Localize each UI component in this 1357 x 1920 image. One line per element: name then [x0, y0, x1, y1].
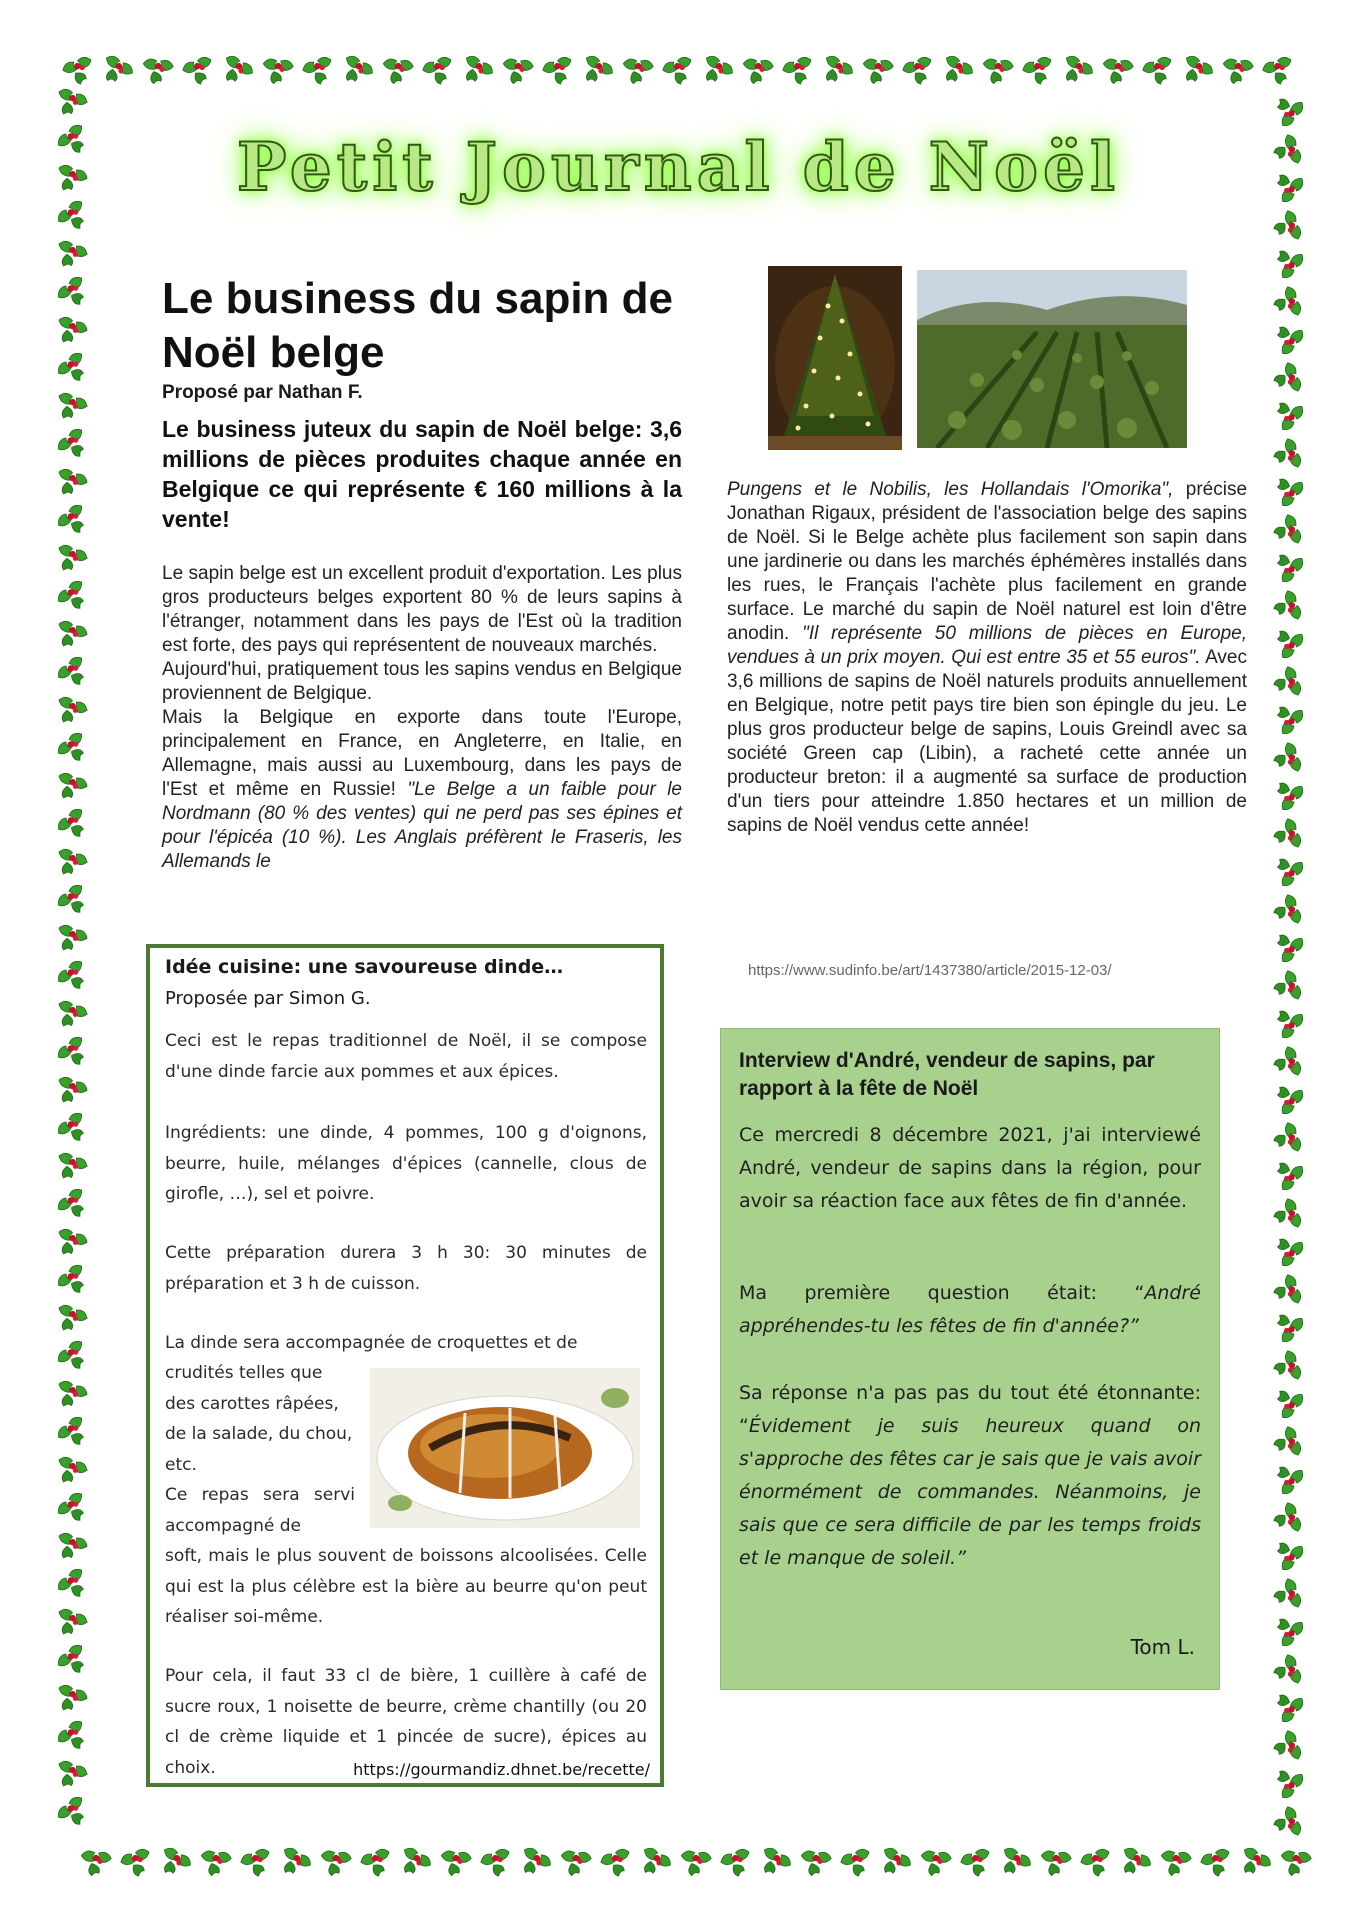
cuisine-paragraph: Ce repas sera servi accompagné de: [165, 1485, 355, 1536]
cuisine-box: [146, 944, 664, 1787]
holly-icon: [55, 958, 94, 996]
holly-icon: [440, 1850, 472, 1877]
holly-icon: [55, 274, 94, 312]
holly-icon: [515, 1845, 553, 1881]
holly-icon: [52, 1227, 89, 1260]
holly-icon: [1268, 850, 1306, 889]
holly-icon: [52, 543, 89, 576]
interview-paragraph: Ce mercredi 8 décembre 2021, j'ai interviewé André, vendeur de sapins dans la région, pour avoir sa réaction face aux fêtes de fin d'année.: [739, 1124, 1201, 1212]
holly-icon: [560, 1850, 592, 1877]
holly-icon: [55, 730, 94, 768]
holly-icon: [52, 1683, 89, 1716]
holly-icon: [52, 1759, 89, 1792]
holly-icon: [55, 1490, 94, 1528]
holly-icon: [1268, 622, 1306, 661]
tree-plantation-photo: [917, 270, 1187, 448]
holly-icon: [55, 1110, 94, 1148]
interview-answer: Sa réponse n'a pas pas du tout été étonnante: “Évidement je suis heureux quand on s'approche des fêtes car je sais que je vais avoir énormément de commandes. Néanmoins, je sais que ce sera difficile de par les temps froids et le manque de soleil.”: [739, 1382, 1201, 1569]
holly-icon: [1270, 1653, 1303, 1690]
article-paragraph: Avec 3,6 millions de sapins de Noël naturels produits annuellement en Belgique, notre petit pays tire bien son épingle du jeu. Le plus gros producteur belge de sapins, Louis Greindl avec sa société Green cap (Libin), a racheté cette année un producteur breton: il a augmenté sa surface de production d'un tiers pour atteindre 1.850 hectares et un million de sapins de Noël vendus cette année!: [727, 647, 1247, 836]
cuisine-title: Idée cuisine: une savoureuse dinde…: [165, 956, 564, 978]
holly-icon: [1270, 1197, 1303, 1234]
cuisine-source-link[interactable]: https://gourmandiz.dhnet.be/recette/: [353, 1760, 650, 1779]
holly-icon: [920, 1850, 952, 1877]
cuisine-byline: Proposée par Simon G.: [165, 988, 371, 1009]
cuisine-paragraph: crudités telles que des carottes râpées, de la salade, du chou, etc.: [165, 1363, 353, 1475]
holly-icon: [52, 1607, 89, 1640]
interview-signature: Tom L.: [1130, 1635, 1195, 1659]
holly-icon: [599, 1847, 636, 1880]
article-column-right: [727, 478, 1247, 838]
article-quote: Pungens et le Nobilis, les Hollandais l'Omorika",: [727, 479, 1174, 500]
holly-icon: [1270, 741, 1303, 778]
holly-icon: [1270, 893, 1303, 930]
holly-icon: [1270, 817, 1303, 854]
holly-icon: [142, 58, 174, 85]
holly-icon: [1270, 589, 1303, 626]
holly-icon: [1268, 90, 1306, 129]
holly-icon: [359, 1847, 396, 1880]
holly-icon: [52, 391, 89, 424]
holly-icon: [959, 1847, 996, 1880]
holly-icon: [1268, 1078, 1306, 1117]
holly-icon: [55, 502, 94, 540]
article-source-link[interactable]: https://www.sudinfo.be/art/1437380/article/2015-12-03/: [748, 962, 1112, 979]
holly-icon: [1270, 1273, 1303, 1310]
holly-icon: [742, 58, 774, 85]
holly-icon: [52, 999, 89, 1032]
holly-icon: [1270, 285, 1303, 322]
holly-icon: [52, 1379, 89, 1412]
article-paragraph: Mais la Belgique en exporte dans toute l'Europe, principalement en France, en Angleterre, en Italie, en Allemagne, mais aussi au Luxembourg, dans les pays de l'Est et même en Russie!: [162, 707, 682, 800]
holly-icon: [52, 1075, 89, 1108]
article-paragraph: Le sapin belge est un excellent produit d'exportation. Les plus gros producteurs belges exportent 80 % de leurs sapins à l'étranger, notamment dans les pays de l'Est où la tradition est forte, des pays qui représentent de nouveaux marchés.: [162, 563, 682, 656]
holly-icon: [52, 467, 89, 500]
holly-icon: [52, 239, 89, 272]
holly-icon: [55, 426, 94, 464]
holly-icon: [661, 55, 698, 88]
holly-icon: [52, 87, 89, 120]
holly-icon: [862, 58, 894, 85]
holly-icon: [1268, 318, 1306, 357]
holly-icon: [61, 55, 98, 88]
holly-icon: [1270, 1349, 1303, 1386]
holly-icon: [1270, 1501, 1303, 1538]
article-title: Le business du sapin de Noël belge: [162, 274, 674, 377]
holly-icon: [395, 1845, 433, 1881]
holly-icon: [1040, 1850, 1072, 1877]
holly-icon: [320, 1850, 352, 1877]
holly-icon: [55, 1794, 94, 1832]
holly-icon: [817, 53, 855, 89]
holly-icon: [1270, 1045, 1303, 1082]
holly-icon: [55, 1262, 94, 1300]
holly-icon: [1270, 1121, 1303, 1158]
cuisine-paragraph: Ceci est le repas traditionnel de Noël, il se compose d'une dinde farcie aux pommes et aux épices.: [165, 1031, 647, 1082]
holly-icon: [1280, 1850, 1312, 1877]
article-quote: "Le Belge a un faible pour le Nordmann (80 % des ventes) qui ne perd pas ses épines et pour l'épicéa (10 %). Les Anglais préfèrent le Fraseris, les Allemands le: [162, 779, 683, 872]
holly-icon: [457, 53, 495, 89]
holly-icon: [181, 55, 218, 88]
holly-icon: [55, 350, 94, 388]
holly-icon: [479, 1847, 516, 1880]
holly-icon: [1141, 55, 1178, 88]
holly-icon: [1268, 242, 1306, 281]
holly-icon: [1268, 1762, 1306, 1801]
holly-icon: [875, 1845, 913, 1881]
holly-icon: [382, 58, 414, 85]
holly-icon: [217, 53, 255, 89]
holly-icon: [52, 847, 89, 880]
holly-icon: [1270, 969, 1303, 1006]
cuisine-paragraph: Cette préparation durera 3 h 30: 30 minutes de préparation et 3 h de cuisson.: [165, 1243, 647, 1294]
cuisine-paragraph: Ingrédients: une dinde, 4 pommes, 100 g d'oignons, beurre, huile, mélanges d'épices (cannelle, clous de girofle, …), sel et poivre.: [165, 1123, 647, 1204]
holly-icon: [781, 55, 818, 88]
holly-icon: [55, 1338, 94, 1376]
holly-icon: [1270, 1805, 1303, 1842]
holly-icon: [577, 53, 615, 89]
cuisine-paragraph: soft, mais le plus souvent de boissons alcoolisées. Celle qui est la plus célèbre est la bière au beurre qu'on peut réaliser soi-même.: [165, 1546, 647, 1627]
holly-icon: [262, 58, 294, 85]
holly-icon: [1270, 361, 1303, 398]
holly-icon: [337, 53, 375, 89]
holly-icon: [1270, 1577, 1303, 1614]
holly-icon: [1268, 394, 1306, 433]
holly-icon: [982, 58, 1014, 85]
holly-icon: [1235, 1845, 1273, 1881]
holly-icon: [680, 1850, 712, 1877]
holly-icon: [52, 315, 89, 348]
holly-icon: [200, 1850, 232, 1877]
holly-icon: [622, 58, 654, 85]
holly-icon: [800, 1850, 832, 1877]
holly-icon: [1268, 1458, 1306, 1497]
holly-icon: [55, 1718, 94, 1756]
holly-icon: [1270, 1729, 1303, 1766]
holly-icon: [937, 53, 975, 89]
holly-icon: [1268, 926, 1306, 965]
holly-icon: [1268, 1686, 1306, 1725]
holly-icon: [52, 619, 89, 652]
holly-icon: [52, 1531, 89, 1564]
holly-icon: [502, 58, 534, 85]
holly-icon: [1270, 513, 1303, 550]
holly-icon: [1268, 546, 1306, 585]
article-lead: Le business juteux du sapin de Noël belge: 3,6 millions de pièces produites chaque année en Belgique ce qui représente € 160 millions à la vente!: [162, 416, 682, 532]
holly-icon: [719, 1847, 756, 1880]
holly-icon: [541, 55, 578, 88]
article-byline: Proposé par Nathan F.: [162, 382, 363, 403]
holly-icon: [1268, 1534, 1306, 1573]
holly-icon: [1160, 1850, 1192, 1877]
holly-icon: [55, 1414, 94, 1452]
holly-icon: [1268, 1154, 1306, 1193]
holly-icon: [1268, 1382, 1306, 1421]
holly-icon: [1268, 1002, 1306, 1041]
holly-icon: [1270, 1425, 1303, 1462]
article-quote: "Il représente 50 millions de pièces en Europe, vendues à un prix moyen. Qui est entre 35 et 55 euros".: [727, 623, 1247, 668]
holly-icon: [55, 1642, 94, 1680]
holly-icon: [995, 1845, 1033, 1881]
holly-icon: [275, 1845, 313, 1881]
article-paragraph: Aujourd'hui, pratiquement tous les sapins vendus en Belgique proviennent de Belgique.: [162, 659, 682, 704]
holly-icon: [1270, 665, 1303, 702]
holly-icon: [1021, 55, 1058, 88]
holly-icon: [1057, 53, 1095, 89]
holly-icon: [52, 695, 89, 728]
holly-icon: [635, 1845, 673, 1881]
holly-icon: [1268, 1610, 1306, 1649]
holly-icon: [52, 1151, 89, 1184]
holly-icon: [55, 1186, 94, 1224]
holly-icon: [119, 1847, 156, 1880]
holly-icon: [155, 1845, 193, 1881]
holly-icon: [55, 1566, 94, 1604]
holly-icon: [55, 1034, 94, 1072]
interview-question: Ma première question était: “André appréhendes-tu les fêtes de fin d'année?”: [739, 1282, 1201, 1337]
holly-icon: [52, 771, 89, 804]
christmas-tree-photo: [768, 266, 902, 450]
masthead: Petit Journal de Noël: [236, 128, 1121, 206]
holly-icon: [52, 923, 89, 956]
holly-icon: [901, 55, 938, 88]
holly-icon: [1268, 774, 1306, 813]
holly-icon: [1222, 58, 1254, 85]
interview-box: [720, 1028, 1220, 1690]
holly-icon: [1115, 1845, 1153, 1881]
cuisine-paragraph: La dinde sera accompagnée de croquettes et de: [165, 1333, 578, 1353]
cuisine-paragraph: Pour cela, il faut 33 cl de bière, 1 cuillère à café de sucre roux, 1 noisette de beurre, crème chantilly (ou 20 cl de crème liquide et 1 pincée de sucre), épices au choix.: [165, 1666, 647, 1778]
holly-icon: [55, 882, 94, 920]
roast-turkey-photo: [370, 1368, 640, 1528]
holly-icon: [301, 55, 338, 88]
holly-icon: [1177, 53, 1215, 89]
holly-icon: [97, 53, 135, 89]
holly-icon: [697, 53, 735, 89]
holly-icon: [55, 578, 94, 616]
holly-icon: [1270, 437, 1303, 474]
holly-icon: [421, 55, 458, 88]
holly-icon: [80, 1850, 112, 1877]
holly-icon: [1270, 209, 1303, 246]
holly-icon: [1268, 698, 1306, 737]
article-column-left: [162, 562, 682, 874]
holly-icon: [839, 1847, 876, 1880]
holly-icon: [52, 1455, 89, 1488]
holly-icon: [1199, 1847, 1236, 1880]
article-paragraph: précise Jonathan Rigaux, président de l'association belge des sapins de Noël. Si le Belge achète plus facilement son sapin dans une jardinerie ou dans les marchés éphémères installés dans les rues, le Français l'achète plus facilement en grande surface. Le marché du sapin de Noël naturel est loin d'être anodin.: [727, 479, 1248, 644]
holly-icon: [1102, 58, 1134, 85]
holly-icon: [52, 1303, 89, 1336]
holly-icon: [1261, 55, 1298, 88]
holly-icon: [1079, 1847, 1116, 1880]
holly-icon: [755, 1845, 793, 1881]
interview-title: Interview d'André, vendeur de sapins, par rapport à la fête de Noël: [739, 1049, 1155, 1100]
holly-icon: [1268, 1230, 1306, 1269]
holly-icon: [1268, 1306, 1306, 1345]
holly-icon: [55, 806, 94, 844]
holly-icon: [239, 1847, 276, 1880]
holly-icon: [55, 654, 94, 692]
holly-icon: [1268, 470, 1306, 509]
